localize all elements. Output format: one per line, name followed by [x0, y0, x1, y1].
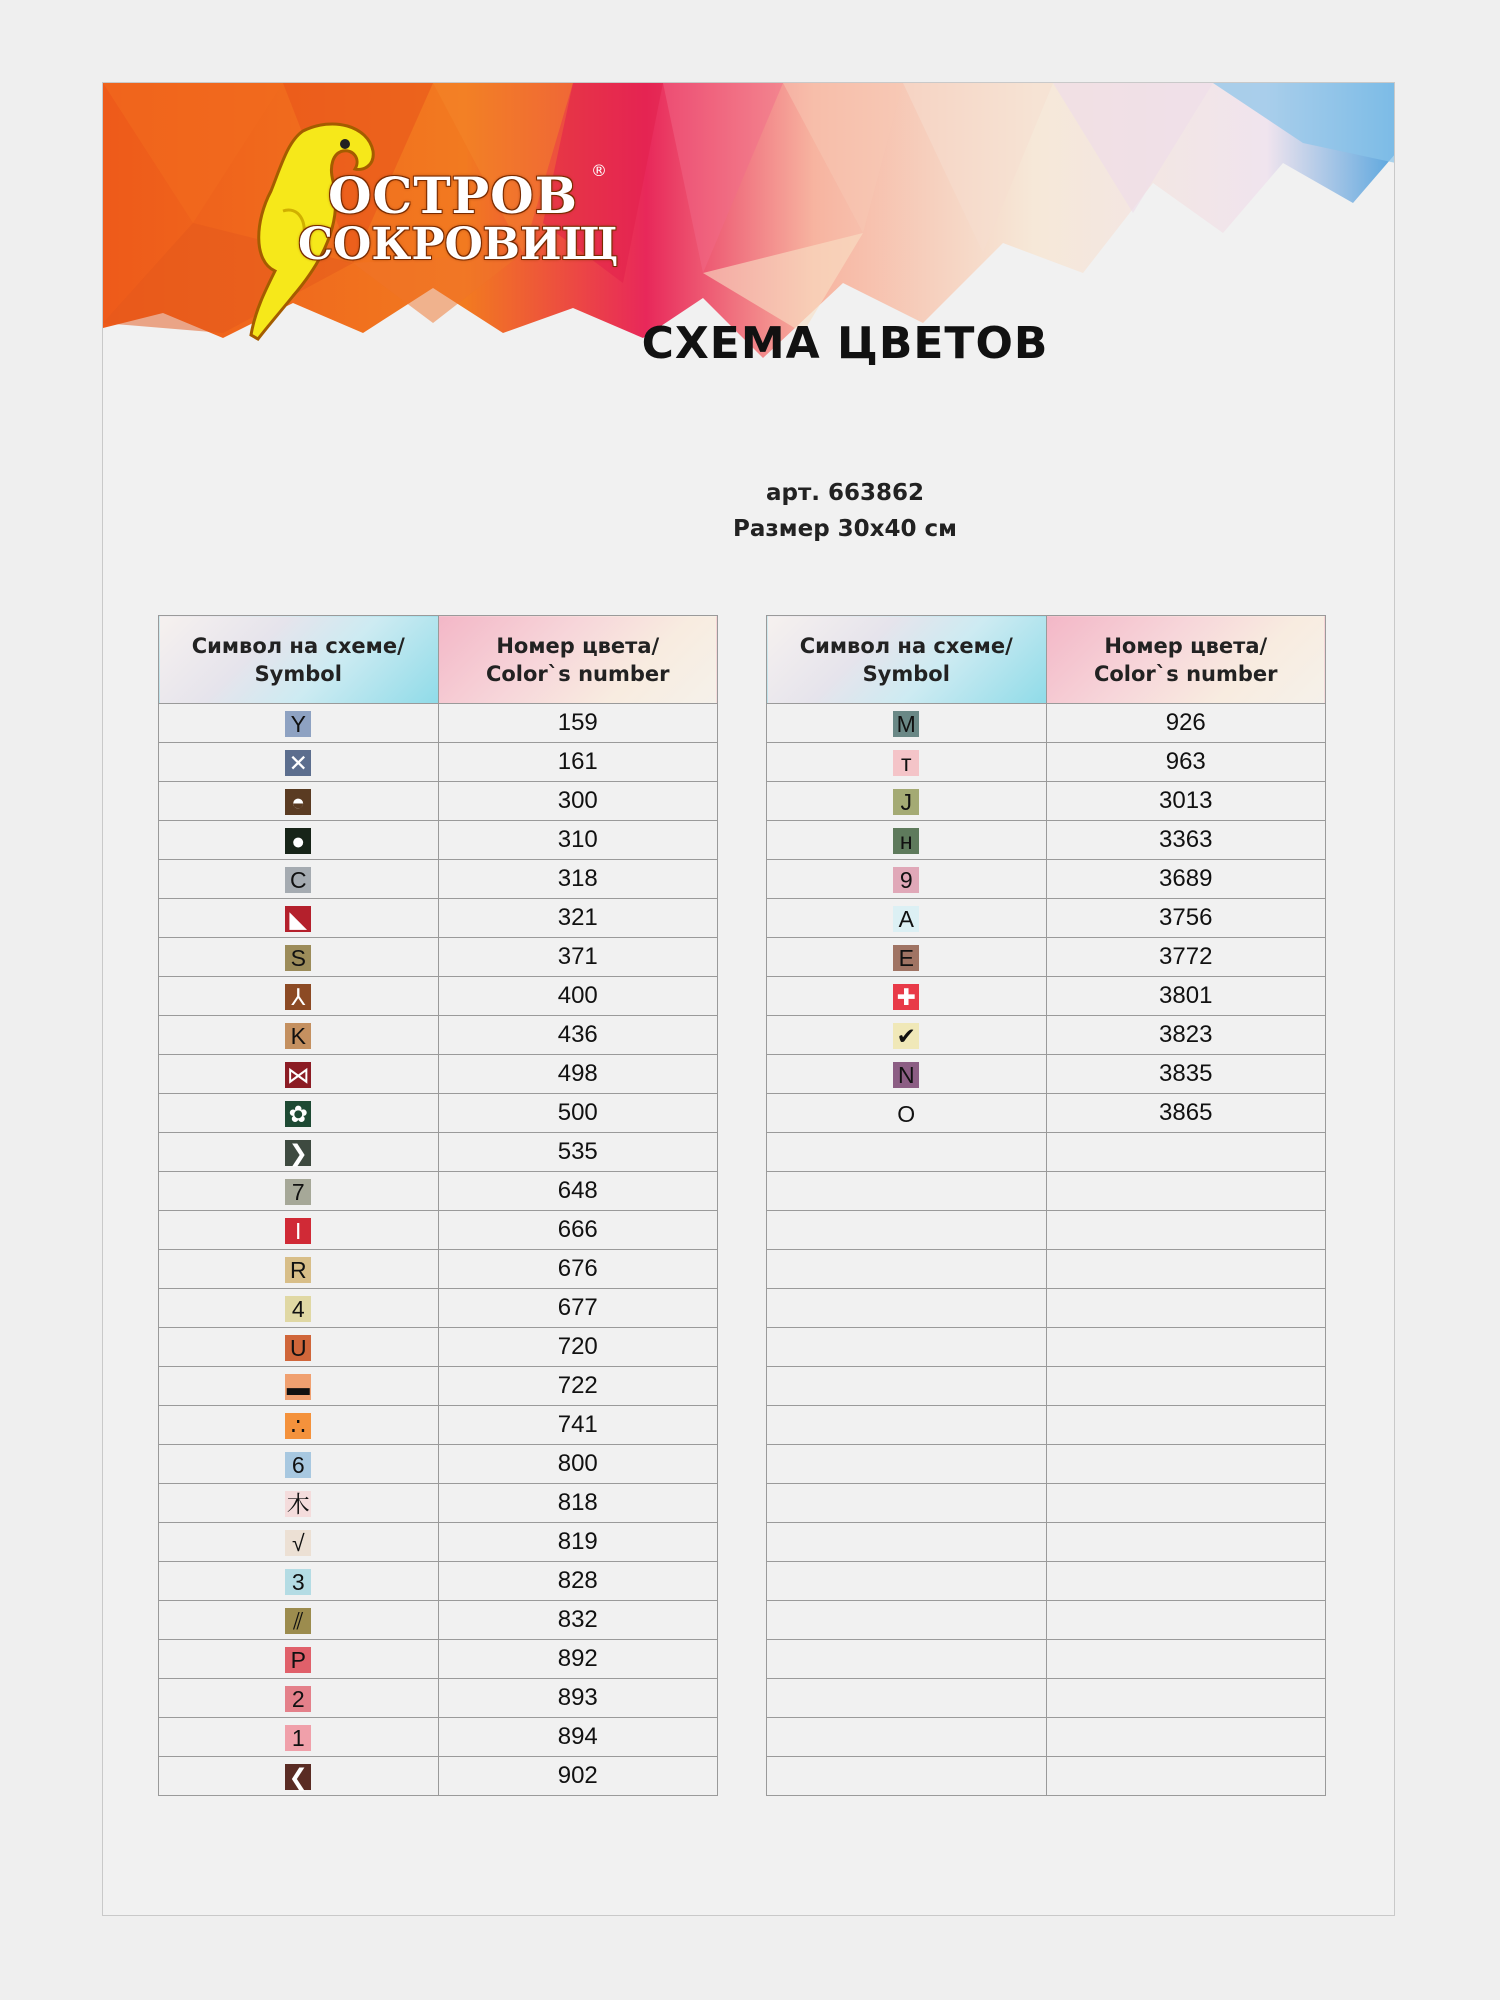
empty-cell	[767, 1718, 1047, 1757]
empty-cell	[767, 1523, 1047, 1562]
table-row	[159, 1757, 718, 1796]
table-row	[159, 1211, 718, 1250]
empty-cell	[1046, 1289, 1326, 1328]
empty-cell	[1046, 1562, 1326, 1601]
color-number-cell: 892	[438, 1640, 718, 1679]
symbol-cell	[159, 1211, 439, 1250]
symbol-cell	[159, 1055, 439, 1094]
symbol-cell	[767, 743, 1047, 782]
empty-table-row	[767, 1367, 1326, 1406]
color-number-cell: 3689	[1046, 860, 1326, 899]
empty-cell	[767, 1211, 1047, 1250]
empty-table-row	[767, 1757, 1326, 1796]
table-row	[159, 1289, 718, 1328]
color-number-cell: 722	[438, 1367, 718, 1406]
brand-logo-text: ОСТРОВ СОКРОВИЩ	[298, 166, 619, 270]
empty-cell	[767, 1289, 1047, 1328]
table-row	[159, 1016, 718, 1055]
empty-table-row	[767, 1250, 1326, 1289]
empty-table-row	[767, 1406, 1326, 1445]
color-number-cell: 819	[438, 1523, 718, 1562]
empty-cell	[1046, 1445, 1326, 1484]
table-row	[159, 1133, 718, 1172]
color-number-cell: 400	[438, 977, 718, 1016]
table-row	[767, 821, 1326, 860]
table-row	[767, 704, 1326, 743]
empty-cell	[1046, 1484, 1326, 1523]
article-number: арт. 663862	[765, 480, 925, 506]
color-number-cell: 894	[438, 1718, 718, 1757]
chart-symbol: Y	[285, 711, 311, 737]
chart-symbol: 1	[285, 1725, 311, 1751]
color-number-cell: 3772	[1046, 938, 1326, 977]
chart-symbol: 4	[285, 1296, 311, 1322]
table-row	[767, 977, 1326, 1016]
empty-cell	[767, 1640, 1047, 1679]
chart-symbol: A	[893, 906, 919, 932]
chart-symbol: ✿	[285, 1101, 311, 1127]
empty-table-row	[767, 1718, 1326, 1757]
symbol-cell	[767, 1016, 1047, 1055]
color-number-cell: 3865	[1046, 1094, 1326, 1133]
color-number-cell: 676	[438, 1250, 718, 1289]
symbol-cell	[159, 1640, 439, 1679]
color-number-cell: 666	[438, 1211, 718, 1250]
table-row	[767, 1016, 1326, 1055]
empty-cell	[767, 1601, 1047, 1640]
table-row	[159, 1679, 718, 1718]
empty-cell	[1046, 1679, 1326, 1718]
chart-symbol: 3	[285, 1569, 311, 1595]
chart-symbol: ⋈	[286, 1061, 310, 1088]
table-row	[159, 1172, 718, 1211]
chart-symbol: ✕	[285, 750, 311, 776]
symbol-cell	[767, 977, 1047, 1016]
symbol-cell	[159, 1367, 439, 1406]
empty-cell	[1046, 1133, 1326, 1172]
empty-cell	[767, 1679, 1047, 1718]
chart-symbol: ✔	[893, 1023, 919, 1049]
symbol-cell	[767, 899, 1047, 938]
symbol-cell	[159, 938, 439, 977]
empty-cell	[767, 1445, 1047, 1484]
chart-symbol: M	[893, 711, 919, 737]
symbol-cell	[159, 1562, 439, 1601]
empty-cell	[1046, 1757, 1326, 1796]
color-number-cell: 436	[438, 1016, 718, 1055]
chart-symbol: 6	[285, 1452, 311, 1478]
color-number-cell: 300	[438, 782, 718, 821]
chart-symbol: ∴	[285, 1413, 311, 1439]
table-row	[767, 938, 1326, 977]
symbol-cell	[767, 1094, 1047, 1133]
color-number-cell: 535	[438, 1133, 718, 1172]
registered-mark: ®	[591, 161, 607, 180]
chart-symbol: ◓	[285, 789, 311, 815]
empty-cell	[1046, 1640, 1326, 1679]
table-row	[767, 1094, 1326, 1133]
empty-cell	[1046, 1328, 1326, 1367]
symbol-cell	[159, 1445, 439, 1484]
symbol-cell	[159, 1679, 439, 1718]
empty-cell	[1046, 1211, 1326, 1250]
chart-symbol: ●	[285, 828, 311, 854]
empty-table-row	[767, 1562, 1326, 1601]
empty-table-row	[767, 1445, 1326, 1484]
chart-symbol: т	[893, 750, 919, 776]
empty-table-row	[767, 1328, 1326, 1367]
table-row	[159, 899, 718, 938]
symbol-cell	[159, 1133, 439, 1172]
symbol-cell	[159, 821, 439, 860]
color-number-cell: 161	[438, 743, 718, 782]
symbol-cell	[767, 704, 1047, 743]
color-number-cell: 741	[438, 1406, 718, 1445]
chart-symbol: ▬	[286, 1373, 310, 1400]
empty-cell	[1046, 1406, 1326, 1445]
empty-cell	[767, 1484, 1047, 1523]
table-row	[767, 860, 1326, 899]
canvas-size: Размер 30x40 см	[733, 516, 957, 542]
symbol-cell	[767, 860, 1047, 899]
empty-table-row	[767, 1523, 1326, 1562]
symbol-cell	[159, 1757, 439, 1796]
symbol-cell	[767, 938, 1047, 977]
empty-table-row	[767, 1289, 1326, 1328]
chart-symbol: ◣	[285, 906, 311, 932]
color-number-cell: 832	[438, 1601, 718, 1640]
symbol-cell	[767, 782, 1047, 821]
table-row	[159, 1640, 718, 1679]
color-number-column-header: Номер цвета/ Color`s number	[1046, 616, 1326, 704]
table-row	[159, 1445, 718, 1484]
chart-symbol: S	[285, 945, 311, 971]
empty-cell	[1046, 1601, 1326, 1640]
chart-symbol: ✚	[893, 984, 919, 1010]
symbol-cell	[159, 1250, 439, 1289]
chart-symbol: ⫽	[285, 1608, 311, 1634]
symbol-cell	[159, 1094, 439, 1133]
symbol-cell	[159, 1484, 439, 1523]
chart-symbol: I	[285, 1218, 311, 1244]
color-number-cell: 828	[438, 1562, 718, 1601]
empty-table-row	[767, 1211, 1326, 1250]
chart-symbol: O	[897, 1100, 916, 1127]
chart-symbol: U	[285, 1335, 311, 1361]
color-number-cell: 159	[438, 704, 718, 743]
symbol-cell	[159, 1523, 439, 1562]
symbol-cell	[159, 1406, 439, 1445]
table-row	[159, 1367, 718, 1406]
symbol-cell	[159, 782, 439, 821]
empty-cell	[767, 1328, 1047, 1367]
color-number-cell: 3756	[1046, 899, 1326, 938]
chart-symbol: K	[285, 1023, 311, 1049]
symbol-cell	[159, 860, 439, 899]
color-number-cell: 902	[438, 1757, 718, 1796]
chart-symbol: N	[893, 1062, 919, 1088]
color-number-cell: 3823	[1046, 1016, 1326, 1055]
empty-table-row	[767, 1133, 1326, 1172]
color-number-cell: 310	[438, 821, 718, 860]
symbol-cell	[159, 1718, 439, 1757]
chart-symbol: ❯	[285, 1140, 311, 1166]
table-row	[767, 1055, 1326, 1094]
table-row	[159, 1718, 718, 1757]
empty-cell	[1046, 1523, 1326, 1562]
table-row	[767, 899, 1326, 938]
symbol-cell	[159, 1016, 439, 1055]
color-number-cell: 648	[438, 1172, 718, 1211]
color-number-cell: 677	[438, 1289, 718, 1328]
table-row	[159, 1523, 718, 1562]
table-row	[159, 1094, 718, 1133]
empty-cell	[767, 1757, 1047, 1796]
table-row	[159, 860, 718, 899]
table-row	[159, 1601, 718, 1640]
symbol-cell	[159, 704, 439, 743]
table-row	[159, 1562, 718, 1601]
empty-cell	[767, 1172, 1047, 1211]
color-number-cell: 3013	[1046, 782, 1326, 821]
page-title: СХЕМА ЦВЕТОВ	[641, 318, 1049, 369]
symbol-column-header: Символ на схеме/ Symbol	[159, 616, 439, 704]
chart-symbol: J	[893, 789, 919, 815]
color-number-cell: 818	[438, 1484, 718, 1523]
color-number-cell: 963	[1046, 743, 1326, 782]
empty-cell	[1046, 1172, 1326, 1211]
symbol-cell	[159, 1601, 439, 1640]
symbol-cell	[767, 821, 1047, 860]
chart-symbol: ❮	[285, 1764, 311, 1790]
color-table-left	[158, 615, 718, 1796]
color-number-cell: 3835	[1046, 1055, 1326, 1094]
empty-cell	[767, 1133, 1047, 1172]
chart-symbol: 2	[285, 1686, 311, 1712]
table-row	[159, 977, 718, 1016]
empty-table-row	[767, 1601, 1326, 1640]
chart-symbol: √	[285, 1530, 311, 1556]
empty-cell	[1046, 1718, 1326, 1757]
empty-table-row	[767, 1679, 1326, 1718]
empty-cell	[1046, 1367, 1326, 1406]
color-number-cell: 371	[438, 938, 718, 977]
chart-symbol: н	[893, 828, 919, 854]
color-number-cell: 800	[438, 1445, 718, 1484]
chart-symbol: ⅄	[285, 984, 311, 1010]
empty-cell	[1046, 1250, 1326, 1289]
color-table-right	[766, 615, 1326, 1796]
table-row	[159, 1484, 718, 1523]
table-row	[159, 1250, 718, 1289]
symbol-cell	[159, 743, 439, 782]
table-row	[159, 782, 718, 821]
color-number-cell: 321	[438, 899, 718, 938]
chart-symbol: C	[285, 867, 311, 893]
chart-symbol: 9	[893, 867, 919, 893]
color-number-cell: 3801	[1046, 977, 1326, 1016]
color-number-cell: 893	[438, 1679, 718, 1718]
table-row	[159, 1055, 718, 1094]
symbol-cell	[159, 1328, 439, 1367]
symbol-cell	[159, 1172, 439, 1211]
color-number-cell: 3363	[1046, 821, 1326, 860]
table-row	[159, 704, 718, 743]
chart-symbol: 木	[286, 1490, 310, 1517]
empty-cell	[767, 1367, 1047, 1406]
table-row	[159, 938, 718, 977]
table-row	[159, 1406, 718, 1445]
symbol-cell	[159, 977, 439, 1016]
chart-symbol: P	[285, 1647, 311, 1673]
empty-table-row	[767, 1172, 1326, 1211]
symbol-column-header: Символ на схеме/ Symbol	[767, 616, 1047, 704]
empty-cell	[767, 1406, 1047, 1445]
empty-cell	[767, 1562, 1047, 1601]
table-row	[767, 743, 1326, 782]
chart-symbol: 7	[285, 1179, 311, 1205]
color-number-cell: 498	[438, 1055, 718, 1094]
color-number-cell: 318	[438, 860, 718, 899]
color-number-cell: 500	[438, 1094, 718, 1133]
color-number-column-header: Номер цвета/ Color`s number	[438, 616, 718, 704]
symbol-cell	[159, 899, 439, 938]
empty-table-row	[767, 1640, 1326, 1679]
symbol-cell	[767, 1055, 1047, 1094]
chart-symbol: E	[893, 945, 919, 971]
symbol-cell	[159, 1289, 439, 1328]
color-number-cell: 926	[1046, 704, 1326, 743]
table-row	[159, 821, 718, 860]
table-row	[159, 743, 718, 782]
table-row	[159, 1328, 718, 1367]
chart-symbol: R	[285, 1257, 311, 1283]
color-number-cell: 720	[438, 1328, 718, 1367]
empty-table-row	[767, 1484, 1326, 1523]
table-row	[767, 782, 1326, 821]
empty-cell	[767, 1250, 1047, 1289]
